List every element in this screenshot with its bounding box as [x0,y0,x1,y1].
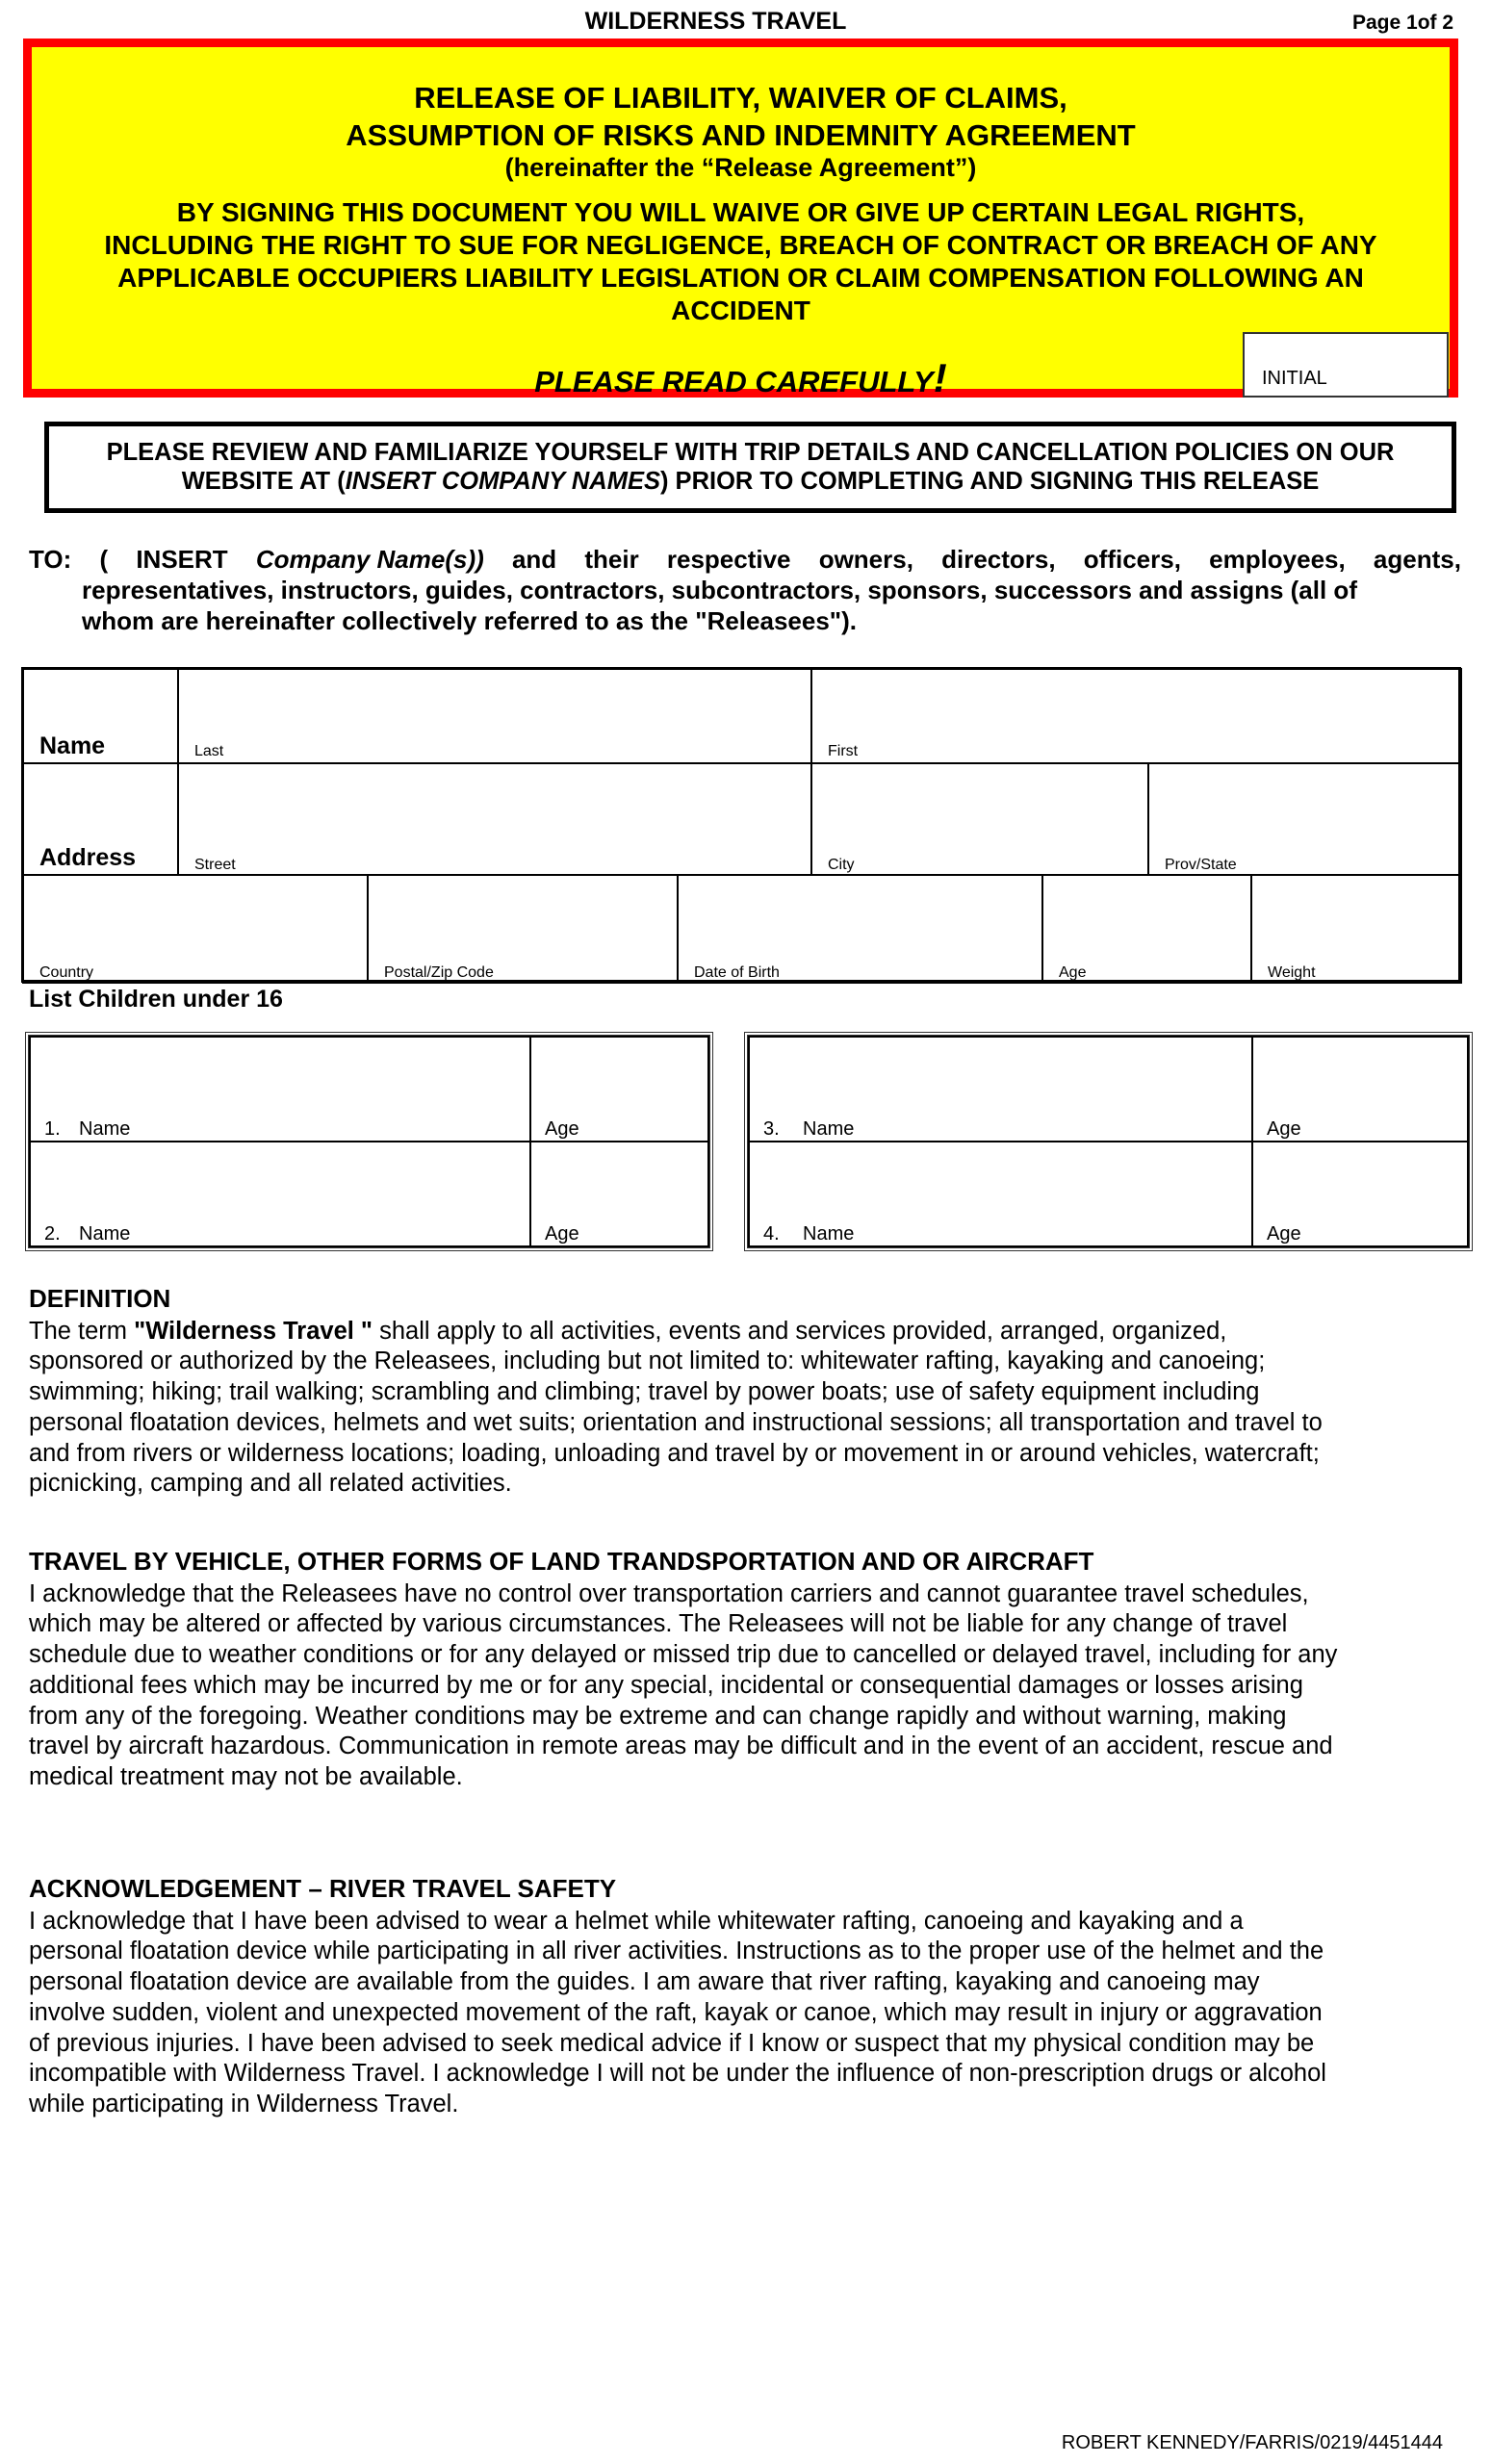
definition-line-3: swimming; hiking; trail walking; scrambling and climbing; travel by power boats; use of safety equipment including [29,1378,1260,1406]
river-line-2: personal floatation device while participating in all river activities. Instructions as to the proper use of the helmet and the [29,1938,1324,1965]
river-line-7: while participating in Wilderness Travel. [29,2090,459,2118]
to-line-2: representatives, instructors, guides, contractors, subcontractors, sponsors, successors and assigns (all of [82,576,1357,604]
country-field[interactable] [22,874,369,984]
child-3-age-field[interactable] [1251,1036,1469,1142]
to-word-agents: agents, [1373,545,1461,574]
river-line-3: personal floatation device are available from the guides. I am aware that river rafting, kayaking and canoeing may [29,1968,1260,1996]
child-1-name-field[interactable] [29,1036,531,1142]
travel-line-7: medical treatment may not be available. [29,1762,463,1790]
banner-warning [32,196,1450,327]
child-2-age-field[interactable] [529,1141,709,1247]
travel-line-4: additional fees which may be incurred by me or for any special, incidental or consequential damages or losses arising [29,1671,1303,1699]
to-insert: INSERT [136,545,228,574]
name-label-cell [22,668,179,764]
postal-field[interactable] [367,874,679,984]
age-label: Age [1059,964,1087,981]
participant-info-form [21,667,1461,983]
child-3-name-field[interactable] [748,1036,1253,1142]
banner-subtitle: (hereinafter the “Release Agreement”) [504,153,977,182]
warning-line-4: ACCIDENT [671,295,810,325]
city-field[interactable] [810,762,1149,876]
country-label: Country [39,964,94,981]
review-line-2 [49,467,1452,496]
age-field[interactable] [1041,874,1252,984]
child-4-name-field[interactable] [748,1141,1253,1247]
travel-line-2: which may be altered or affected by various circumstances. The Releasees will not be liable for any change of travel [29,1610,1288,1638]
prov-state-label: Prov/State [1165,857,1237,873]
definition-section [29,1284,1463,1500]
river-line-5: of previous injuries. I have been advised to seek medical advice if I know or suspect that my physical condition may be [29,2029,1315,2057]
travel-line-1: I acknowledge that the Releasees have no control over transportation carriers and cannot guarantee travel schedules, [29,1579,1309,1607]
to-word-directors: directors, [941,545,1056,574]
definition-line-4: personal floatation devices, helmets and wet suits; orientation and instructional sessions; all transportation and travel to [29,1408,1323,1436]
warning-line-3: APPLICABLE OCCUPIERS LIABILITY LEGISLATION OR CLAIM COMPENSATION FOLLOWING AN [117,263,1364,293]
initial-label: INITIAL [1262,368,1327,389]
river-safety-heading: ACKNOWLEDGEMENT – RIVER TRAVEL SAFETY [29,1874,617,1903]
definition-line-1 [29,1317,1463,1348]
river-line-1: I acknowledge that I have been advised to wear a helmet while whitewater rafting, canoeing and kayaking and a [29,1907,1244,1935]
definition-term: "Wilderness Travel " [134,1317,373,1345]
review-line-1: PLEASE REVIEW AND FAMILIARIZE YOURSELF WITH TRIP DETAILS AND CANCELLATION POLICIES ON OUR [106,439,1395,466]
to-company-placeholder: Company Name(s)) [255,545,484,574]
definition-line-6: picnicking, camping and all related activities. [29,1470,512,1498]
travel-line-3: schedule due to weather conditions or for any delayed or missed trip due to cancelled or delayed travel, including for any [29,1641,1338,1669]
name-label: Name [39,732,106,759]
to-word-their: their [584,545,639,574]
child-4-number: 4. [763,1223,780,1245]
street-field[interactable] [177,762,812,876]
to-word: TO: [29,545,72,574]
first-name-label: First [828,743,859,759]
definition-pre: The term [29,1317,135,1345]
exclamation-mark: ! [933,355,947,400]
travel-line-5: from any of the foregoing. Weather conditions may be extreme and can change rapidly and without warning, making [29,1702,1287,1730]
travel-section [29,1547,1463,1793]
city-label: City [828,857,855,873]
travel-line-6: travel by aircraft hazardous. Communication in remote areas may be difficult and in the event of an accident, rescue and [29,1732,1333,1760]
document-reference-code: ROBERT KENNEDY/FARRIS/0219/4451444 [1061,2432,1443,2453]
to-line-1 [29,544,1461,575]
definition-line-2: sponsored or authorized by the Releasees, including but not limited to: whitewater rafting, kayaking and canoeing; [29,1348,1266,1375]
weight-field[interactable] [1250,874,1462,984]
river-line-6: incompatible with Wilderness Travel. I acknowledge I will not be under the influence of non-prescription drugs or alcohol [29,2060,1326,2088]
release-banner [23,38,1458,398]
child-1-name-label: Name [79,1118,131,1140]
to-line-3: whom are hereinafter collectively referred to as the "Releasees"). [82,606,857,635]
child-4-name-label: Name [803,1223,855,1245]
child-1-age-label: Age [545,1118,579,1140]
document-title: WILDERNESS TRAVEL [584,8,847,35]
definition-rest: shall apply to all activities, events and services provided, arranged, organized, [373,1317,1227,1345]
river-line-4: involve sudden, violent and unexpected movement of the raft, kayak or canoe, which may result in injury or aggravation [29,1998,1323,2026]
read-carefully-text: PLEASE READ CAREFULLY [534,365,934,398]
last-name-field[interactable] [177,668,812,764]
to-word-employees: employees, [1209,545,1346,574]
dob-label: Date of Birth [694,964,780,981]
warning-line-2: INCLUDING THE RIGHT TO SUE FOR NEGLIGENCE, BREACH OF CONTRACT OR BREACH OF ANY [104,230,1377,260]
child-2-name-field[interactable] [29,1141,531,1247]
definition-heading: DEFINITION [29,1284,171,1313]
warning-line-1: BY SIGNING THIS DOCUMENT YOU WILL WAIVE OR GIVE UP CERTAIN LEGAL RIGHTS, [176,197,1305,227]
first-name-field[interactable] [810,668,1462,764]
last-name-label: Last [194,743,224,759]
weight-label: Weight [1268,964,1316,981]
postal-label: Postal/Zip Code [384,964,494,981]
to-word-officers: officers, [1083,545,1181,574]
review-line-2-c: ) PRIOR TO COMPLETING AND SIGNING THIS RELEASE [659,468,1320,495]
children-table-right [744,1032,1473,1251]
review-line-2-a: WEBSITE AT ( [181,468,346,495]
definition-line-5: and from rivers or wilderness locations; loading, unloading and travel by or movement in or around vehicles, watercraft; [29,1439,1320,1467]
child-3-number: 3. [763,1118,780,1140]
child-2-number: 2. [44,1223,61,1245]
to-word-owners: owners, [818,545,913,574]
street-label: Street [194,857,236,873]
river-safety-section [29,1874,1463,2120]
review-notice-box [44,422,1456,513]
to-releasees-block [29,544,1461,636]
banner-title-line-1: RELEASE OF LIABILITY, WAIVER OF CLAIMS, [414,81,1067,115]
child-4-age-label: Age [1267,1223,1301,1245]
children-section-label: List Children under 16 [29,986,283,1013]
banner-title-line-2: ASSUMPTION OF RISKS AND INDEMNITY AGREEMENT [346,118,1136,152]
travel-heading: TRAVEL BY VEHICLE, OTHER FORMS OF LAND TRANDSPORTATION AND OR AIRCRAFT [29,1547,1094,1576]
dob-field[interactable] [677,874,1043,984]
address-label: Address [39,844,137,871]
child-3-age-label: Age [1267,1118,1301,1140]
child-2-age-label: Age [545,1223,579,1245]
child-1-age-field[interactable] [529,1036,709,1142]
page-number: Page 1of 2 [1352,12,1454,34]
review-company-placeholder: INSERT COMPANY NAMES [345,468,660,495]
to-word-respective: respective [666,545,791,574]
child-4-age-field[interactable] [1251,1141,1469,1247]
read-carefully-notice [32,355,1450,401]
initial-field[interactable] [1243,332,1449,398]
prov-state-field[interactable] [1147,762,1462,876]
address-label-cell [22,762,179,876]
child-3-name-label: Name [803,1118,855,1140]
child-1-number: 1. [44,1118,61,1140]
child-2-name-label: Name [79,1223,131,1245]
to-paren: ( [99,545,109,574]
to-word-and: and [511,545,557,574]
children-table-left [25,1032,713,1251]
